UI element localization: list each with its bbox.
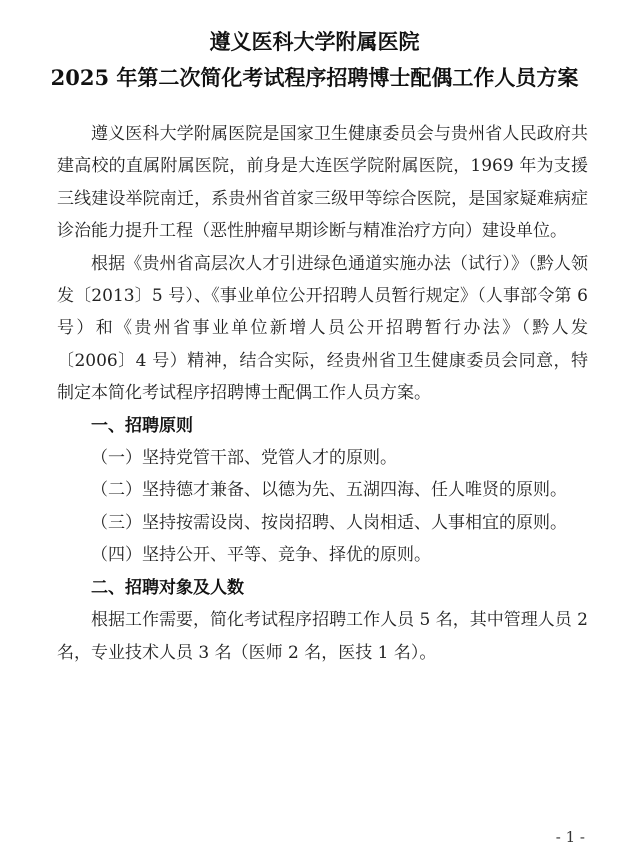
intro-paragraph: 遵义医科大学附属医院是国家卫生健康委员会与贵州省人民政府共建高校的直属附属医院，前身是大连医学院附属医院，1969 年为支援三线建设举院南迁，系贵州省首家三级甲等综合医院，是国家疑难病症诊治能力提升工程（恶性肿瘤早期诊断与精准治疗方向）建设单位。 [57,124,588,242]
basis-paragraph: 根据《贵州省高层次人才引进绿色通道实施办法（试行）》（黔人领发〔2013〕5 号）、《事业单位公开招聘人员暂行规定》（人事部令第 6 号）和《贵州省事业单位新增人员公开招聘暂行办法》（黔人发〔2006〕4 号）精神，结合实际，经贵州省卫生健康委员会同意，特制定本简化考试程序招聘博士配偶工作人员方案。 [57,253,588,404]
principle-item: （二）坚持德才兼备、以德为先、五湖四海、任人唯贤的原则。 [91,480,567,501]
principle-item: （三）坚持按需设岗、按岗招聘、人岗相适、人事相宜的原则。 [91,512,567,533]
recruitment-paragraph: 根据工作需要，简化考试程序招聘工作人员 5 名，其中管理人员 2 名，专业技术人员 3 名（医师 2 名，医技 1 名）。 [57,610,588,663]
page-number: - 1 - [555,828,585,846]
section-heading-principles: 一、招聘原则 [91,415,193,436]
document-title: 遵义医科大学附属医院 [209,29,420,54]
principle-item: （四）坚持公开、平等、竞争、择优的原则。 [91,545,431,566]
document-body [57,118,588,669]
document-subtitle: 2025 年第二次简化考试程序招聘博士配偶工作人员方案 [50,65,579,90]
section-heading-recruitment: 二、招聘对象及人数 [91,577,244,598]
principle-item: （一）坚持党管干部、党管人才的原则。 [91,448,397,469]
